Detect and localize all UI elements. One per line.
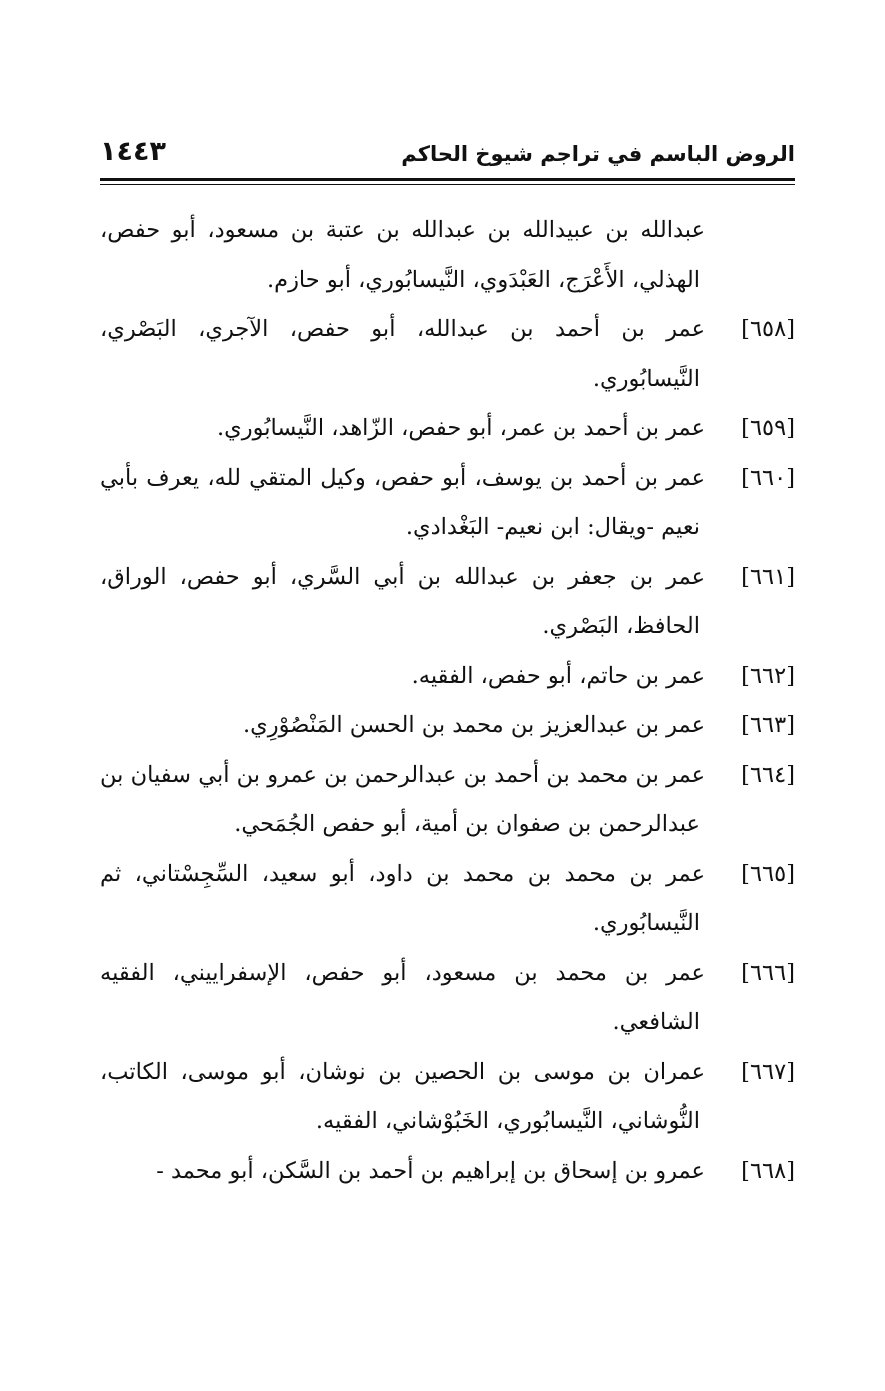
header-rule-thick [100, 178, 795, 181]
entry-number: [٦٦٧] [741, 1058, 795, 1085]
entry-661 [100, 553, 795, 652]
entry-660 [100, 454, 795, 553]
entry-text: عمر بن حاتم، أبو حفص، الفقيه. [411, 662, 705, 689]
entry-number: [٦٦٤] [741, 761, 795, 788]
page-number: ١٤٤٣ [100, 136, 166, 167]
entry-number: [٦٦٣] [741, 712, 795, 738]
entry-666 [100, 949, 795, 1048]
entry-663 [100, 701, 795, 751]
entry-text: عمر بن أحمد بن عمر، أبو حفص، الزّاهد، النَّيسابُوري. [216, 415, 705, 441]
entry-text: عبدالله بن عبيدالله بن عبدالله بن عتبة بن مسعود، أبو حفص، الهذلي، الأَعْرَج، العَبْدَوي، النَّيسابُوري، أبو حازم. [100, 217, 705, 293]
entry-664 [100, 751, 795, 850]
entry-number: [٦٥٩] [741, 415, 795, 441]
entry-number: [٦٦٨] [741, 1157, 795, 1184]
entry-number: [٦٦٢] [741, 662, 795, 689]
entry-number: [٦٦١] [741, 563, 795, 590]
entry-text: عمر بن محمد بن أحمد بن عبدالرحمن بن عمرو بن أبي سفيان بن عبدالرحمن بن صفوان بن أمية، أبو حفص الجُمَحي. [100, 761, 705, 837]
entry-text: عمر بن جعفر بن عبدالله بن أبي السَّري، أبو حفص، الوراق، الحافظ، البَصْري. [100, 563, 705, 639]
entry-text: عمر بن عبدالعزيز بن محمد بن الحسن المَنْصُوْرِي. [242, 712, 705, 738]
entry-658 [100, 305, 795, 404]
entry-number: [٦٦٥] [741, 860, 795, 887]
entry-text: عمران بن موسى بن الحصين بن نوشان، أبو موسى، الكاتب، النُّوشاني، النَّيسابُوري، الخَبُوْشاني، الفقيه. [100, 1058, 705, 1134]
entries-list [100, 206, 795, 1196]
entry-text: عمر بن محمد بن مسعود، أبو حفص، الإسفراييني، الفقيه الشافعي. [100, 959, 705, 1035]
entry-659 [100, 404, 795, 454]
entry-text: عمرو بن إسحاق بن إبراهيم بن أحمد بن السَّكن، أبو محمد - [156, 1157, 705, 1184]
entry-text: عمر بن أحمد بن عبدالله، أبو حفص، الآجري، البَصْري، النَّيسابُوري. [100, 316, 705, 392]
entry-number: [٦٥٨] [741, 316, 795, 342]
entry-662 [100, 652, 795, 702]
running-title: الروض الباسم في تراجم شيوخ الحاكم [401, 142, 795, 166]
entry-text: عمر بن محمد بن محمد بن داود، أبو سعيد، السِّجِسْتاني، ثم النَّيسابُوري. [100, 860, 705, 936]
entry-668 [100, 1147, 795, 1197]
entry-667 [100, 1048, 795, 1147]
entry-number: [٦٦٠] [741, 464, 795, 491]
page-header [100, 130, 795, 174]
entry-665 [100, 850, 795, 949]
header-rule-thin [100, 184, 795, 185]
entry-number: [٦٦٦] [741, 959, 795, 986]
entry-text: عمر بن أحمد بن يوسف، أبو حفص، وكيل المتقي لله، يعرف بأبي نعيم -ويقال: ابن نعيم- البَغْدادي. [100, 464, 705, 540]
entry-continued [100, 206, 795, 305]
